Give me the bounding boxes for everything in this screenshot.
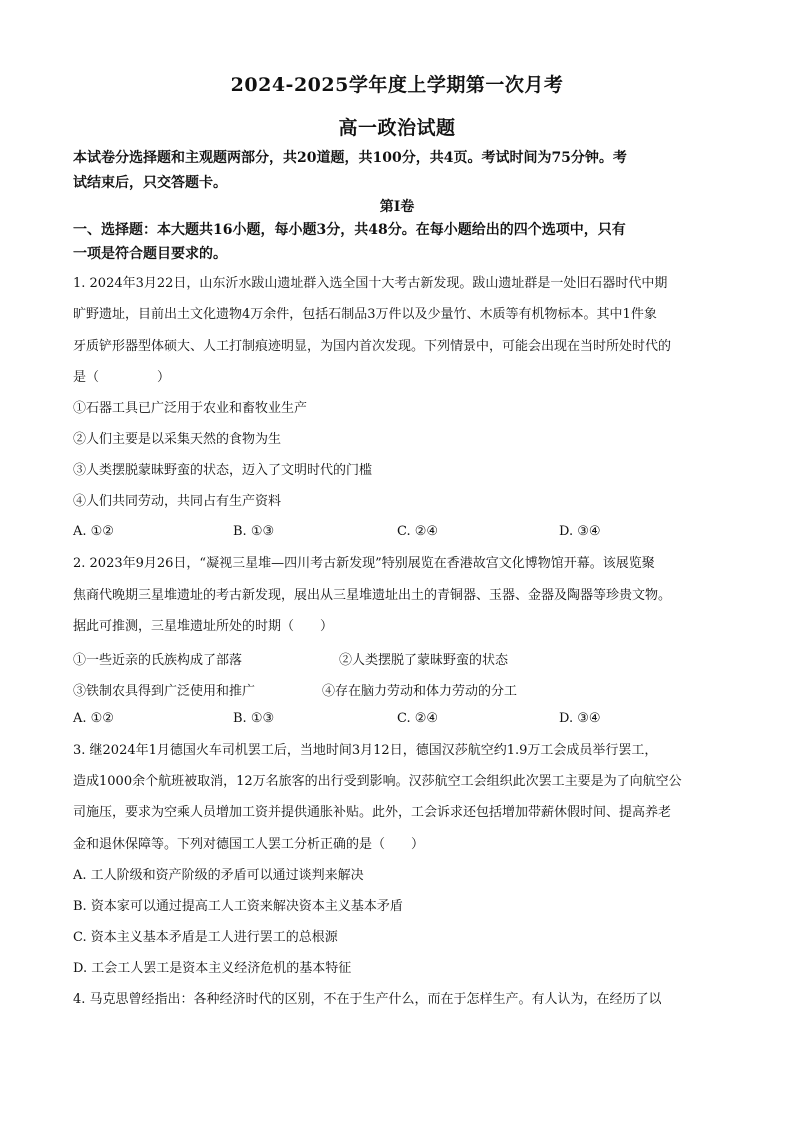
section-label: 第Ⅰ卷	[379, 199, 415, 215]
q3-option-c: C. 资本主义基本矛盾是工人进行罢工的总根源	[73, 930, 338, 945]
q1-stem-line-2: 旷野遗址，目前出土文化遗物4万余件，包括石制品3万件以及少量竹、木质等有机物标本。其中1件象	[73, 307, 657, 322]
q2-item-4: ④存在脑力劳动和体力劳动的分工	[322, 684, 518, 699]
q2-option-b: B. ①③	[233, 711, 275, 726]
q1-stem-line-3: 牙质铲形器型体硕大、人工打制痕迹明显，为国内首次发现。下列情景中，可能会出现在当时所处时代的	[73, 339, 672, 354]
q1-item-2: ②人们主要是以采集天然的食物为生	[73, 432, 282, 447]
q2-item-3: ③铁制农具得到广泛使用和推广	[73, 684, 256, 699]
q2-option-a: A. ①②	[73, 711, 114, 726]
q3-stem-line-1: 3. 继2024年1月德国火车司机罢工后，当地时间3月12日，德国汉莎航空约1.9万工会成员举行罢工，	[73, 743, 658, 758]
section-instruction-1: 一、选择题：本大题共16小题，每小题3分，共48分。在每小题给出的四个选项中，只有	[73, 222, 626, 238]
q3-option-d: D. 工会工人罢工是资本主义经济危机的基本特征	[73, 961, 352, 976]
intro-line-1: 本试卷分选择题和主观题两部分，共20道题，共100分，共4页。考试时间为75分钟。考	[73, 150, 627, 166]
q1-option-d: D. ③④	[559, 524, 601, 539]
q3-stem-line-4: 金和退休保障等。下列对德国工人罢工分析正确的是（ ）	[73, 837, 425, 852]
section-instruction-2: 一项是符合题目要求的。	[73, 246, 227, 262]
q4-stem-line-1: 4. 马克思曾经指出：各种经济时代的区别，不在于生产什么，而在于怎样生产。有人认为，在经历了以	[73, 992, 662, 1007]
q2-stem-line-2: 焦商代晚期三星堆遗址的考古新发现，展出从三星堆遗址出土的青铜器、玉器、金器及陶器等珍贵文物。	[73, 588, 672, 603]
q3-option-b: B. 资本家可以通过提高工人工资来解决资本主义基本矛盾	[73, 899, 403, 914]
q2-item-1: ①一些近亲的氏族构成了部落	[73, 653, 243, 668]
q1-stem-line-4: 是（ ）	[73, 370, 171, 385]
q1-option-a: A. ①②	[73, 524, 114, 539]
intro-line-2: 试结束后，只交答题卡。	[73, 175, 227, 191]
q2-item-2: ②人类摆脱了蒙昧野蛮的状态	[339, 653, 509, 668]
q3-stem-line-3: 司施压，要求为空乘人员增加工资并提供通胀补贴。此外，工会诉求还包括增加带薪休假时间、提高养老	[73, 805, 672, 820]
q1-option-b: B. ①③	[233, 524, 275, 539]
q1-item-1: ①石器工具已广泛用于农业和畜牧业生产	[73, 401, 308, 416]
q2-stem-line-1: 2. 2023年9月26日，“凝视三星堆—四川考古新发现”特别展览在香港故宫文化博物馆开幕。该展览聚	[73, 556, 655, 571]
exam-subtitle: 高一政治试题	[338, 117, 456, 139]
q2-option-c: C. ②④	[397, 711, 439, 726]
q3-option-a: A. 工人阶级和资产阶级的矛盾可以通过谈判来解决	[73, 868, 364, 883]
exam-title: 2024-2025学年度上学期第一次月考	[230, 74, 564, 96]
q1-stem-line-1: 1. 2024年3月22日，山东沂水跋山遗址群入选全国十大考古新发现。跋山遗址群是一处旧石器时代中期	[73, 276, 668, 291]
q2-stem-line-3: 据此可推测，三星堆遗址所处的时期（ ）	[73, 619, 334, 634]
q3-stem-line-2: 造成1000余个航班被取消，12万名旅客的出行受到影响。汉莎航空工会组织此次罢工主要是为了向航空公	[73, 774, 682, 789]
q1-item-4: ④人们共同劳动，共同占有生产资料	[73, 494, 282, 509]
q1-item-3: ③人类摆脱蒙昧野蛮的状态，迈入了文明时代的门槛	[73, 463, 373, 478]
q2-option-d: D. ③④	[559, 711, 601, 726]
q1-option-c: C. ②④	[397, 524, 439, 539]
